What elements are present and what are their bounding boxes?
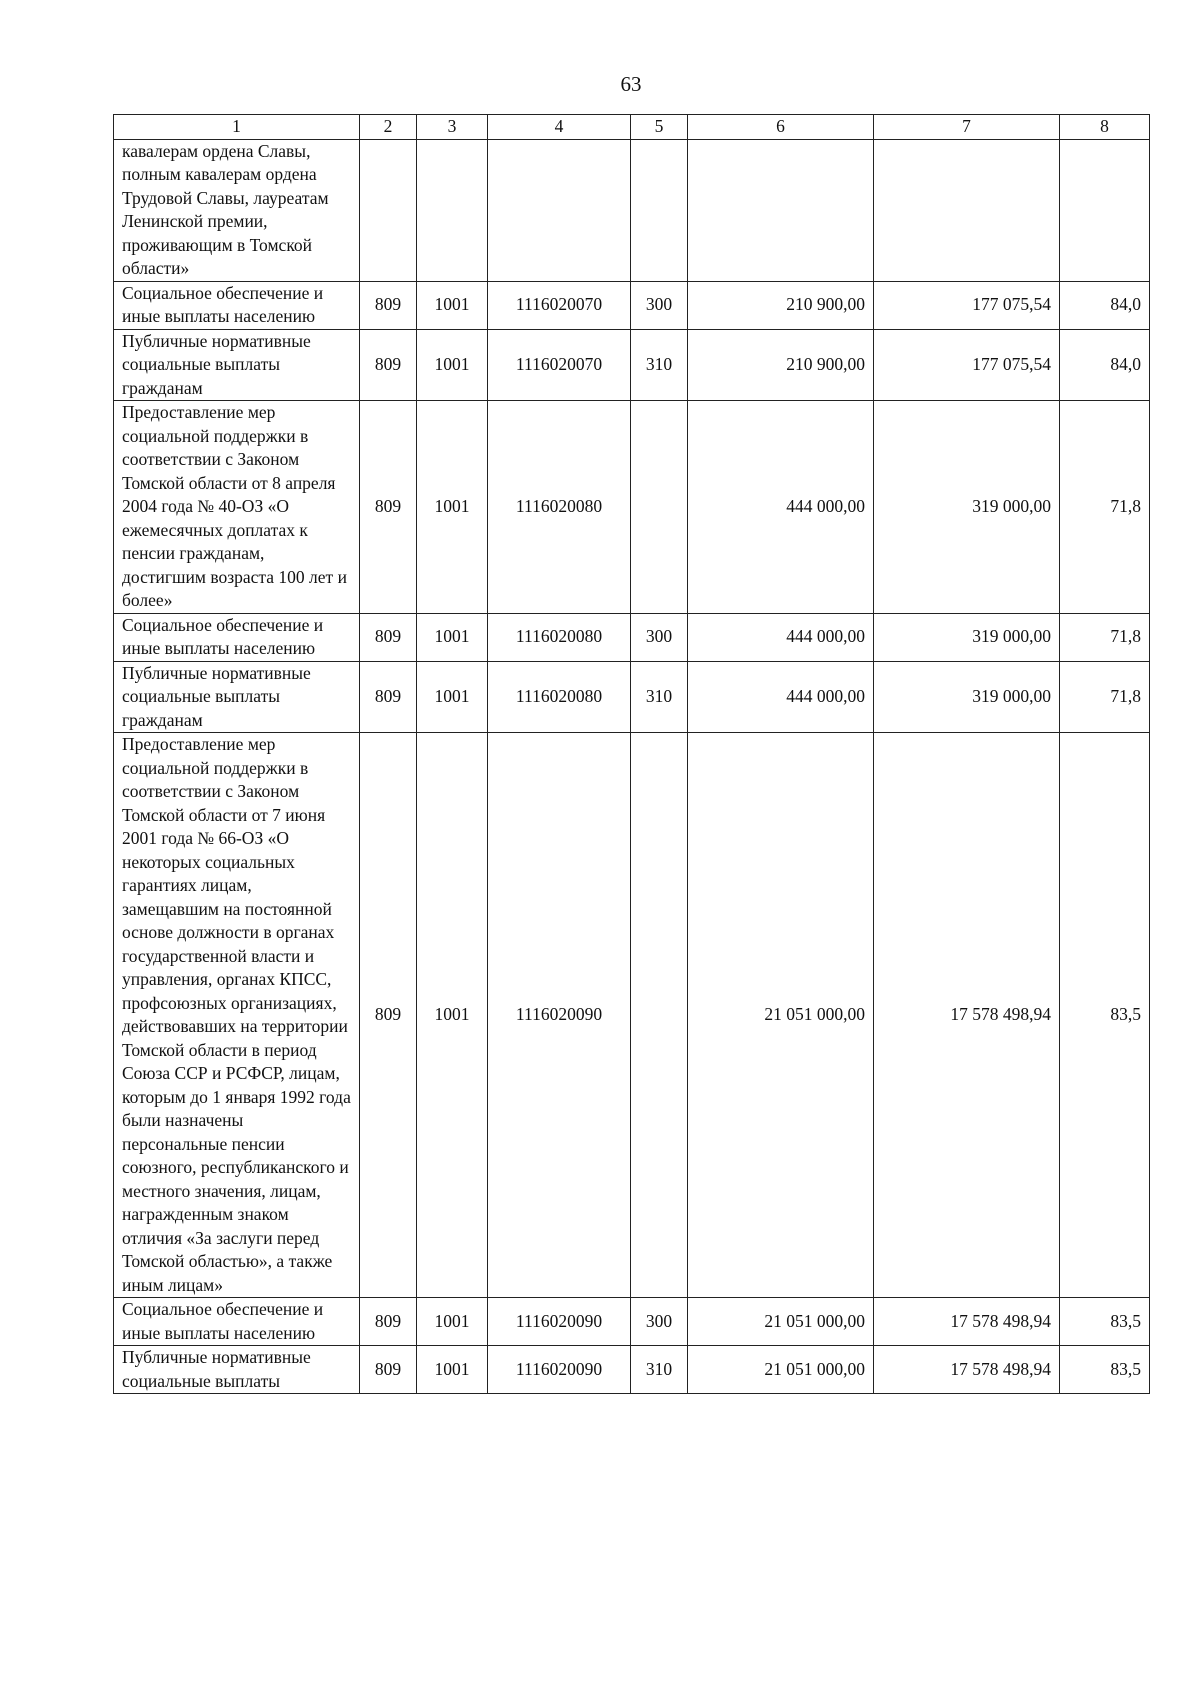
expense-type-cell — [631, 401, 688, 614]
section-code-cell: 1001 — [417, 1298, 488, 1346]
section-code-cell: 1001 — [417, 613, 488, 661]
planned-amount-cell: 21 051 000,00 — [688, 1346, 874, 1394]
section-code-cell: 1001 — [417, 329, 488, 401]
target-article-cell: 1116020070 — [488, 329, 631, 401]
item-name-cell: Предоставление мер социальной поддержки в соответствии с Законом Томской области от 8 апреля 2004 года № 40-ОЗ «О ежемесячных доплатах к пенсии гражданам, достигшим возраста 100 лет и более» — [114, 401, 360, 614]
item-name-cell: Публичные нормативные социальные выплаты — [114, 1346, 360, 1394]
executed-amount-cell: 319 000,00 — [874, 613, 1060, 661]
ministry-code-cell: 809 — [360, 401, 417, 614]
budget-table — [113, 114, 1150, 1394]
planned-amount-cell: 210 900,00 — [688, 329, 874, 401]
percent-cell: 71,8 — [1060, 401, 1150, 614]
item-name-cell: Предоставление мер социальной поддержки в соответствии с Законом Томской области от 7 июня 2001 года № 66-ОЗ «О некоторых социальных гарантиях лицам, замещавшим на постоянной основе должности в органах государственной власти и управления, органах КПСС, профсоюзных организациях, действовавших на территории Томской области в период Союза ССР и РСФСР, лицам, которым до 1 января 1992 года были назначены персональные пенсии союзного, республиканского и местного значения, лицам, награжденным знаком отличия «За заслуги перед Томской областью», а также иным лицам» — [114, 733, 360, 1298]
planned-amount-cell: 21 051 000,00 — [688, 1298, 874, 1346]
section-code-cell: 1001 — [417, 281, 488, 329]
executed-amount-cell: 177 075,54 — [874, 281, 1060, 329]
target-article-cell: 1116020090 — [488, 1346, 631, 1394]
ministry-code-cell: 809 — [360, 613, 417, 661]
planned-amount-cell: 444 000,00 — [688, 661, 874, 733]
executed-amount-cell: 177 075,54 — [874, 329, 1060, 401]
page-number: 63 — [620, 72, 642, 96]
percent-cell: 84,0 — [1060, 281, 1150, 329]
column-header: 2 — [360, 115, 417, 140]
executed-amount-cell: 17 578 498,94 — [874, 733, 1060, 1298]
column-header: 1 — [114, 115, 360, 140]
item-name-cell: Публичные нормативные социальные выплаты гражданам — [114, 329, 360, 401]
expense-type-cell: 300 — [631, 1298, 688, 1346]
item-name-cell: Социальное обеспечение и иные выплаты населению — [114, 613, 360, 661]
percent-cell: 83,5 — [1060, 1298, 1150, 1346]
executed-amount-cell: 17 578 498,94 — [874, 1346, 1060, 1394]
percent-cell: 83,5 — [1060, 1346, 1150, 1394]
planned-amount-cell: 444 000,00 — [688, 401, 874, 614]
percent-cell: 84,0 — [1060, 329, 1150, 401]
expense-type-cell: 300 — [631, 613, 688, 661]
target-article-cell: 1116020090 — [488, 733, 631, 1298]
table-row — [114, 401, 1150, 614]
column-header: 8 — [1060, 115, 1150, 140]
target-article-cell: 1116020080 — [488, 613, 631, 661]
planned-amount-cell: 210 900,00 — [688, 281, 874, 329]
ministry-code-cell: 809 — [360, 329, 417, 401]
column-header: 5 — [631, 115, 688, 140]
table-row — [114, 613, 1150, 661]
target-article-cell: 1116020070 — [488, 281, 631, 329]
executed-amount-cell — [874, 139, 1060, 281]
percent-cell: 71,8 — [1060, 613, 1150, 661]
planned-amount-cell: 21 051 000,00 — [688, 733, 874, 1298]
target-article-cell: 1116020090 — [488, 1298, 631, 1346]
executed-amount-cell: 17 578 498,94 — [874, 1298, 1060, 1346]
item-name-cell: кавалерам ордена Славы, полным кавалерам ордена Трудовой Славы, лауреатам Ленинской премии, проживающим в Томской области» — [114, 139, 360, 281]
item-name-cell: Социальное обеспечение и иные выплаты населению — [114, 281, 360, 329]
expense-type-cell: 310 — [631, 661, 688, 733]
percent-cell: 71,8 — [1060, 661, 1150, 733]
target-article-cell: 1116020080 — [488, 401, 631, 614]
executed-amount-cell: 319 000,00 — [874, 401, 1060, 614]
table-row — [114, 1346, 1150, 1394]
executed-amount-cell: 319 000,00 — [874, 661, 1060, 733]
expense-type-cell — [631, 733, 688, 1298]
item-name-cell: Социальное обеспечение и иные выплаты населению — [114, 1298, 360, 1346]
expense-type-cell: 310 — [631, 1346, 688, 1394]
expense-type-cell — [631, 139, 688, 281]
section-code-cell — [417, 139, 488, 281]
table-row — [114, 139, 1150, 281]
column-header: 3 — [417, 115, 488, 140]
section-code-cell: 1001 — [417, 1346, 488, 1394]
section-code-cell: 1001 — [417, 733, 488, 1298]
ministry-code-cell: 809 — [360, 661, 417, 733]
percent-cell: 83,5 — [1060, 733, 1150, 1298]
column-header: 7 — [874, 115, 1060, 140]
section-code-cell: 1001 — [417, 401, 488, 614]
column-header: 4 — [488, 115, 631, 140]
table-header-row — [114, 115, 1150, 140]
table-row — [114, 1298, 1150, 1346]
percent-cell — [1060, 139, 1150, 281]
planned-amount-cell: 444 000,00 — [688, 613, 874, 661]
ministry-code-cell: 809 — [360, 281, 417, 329]
ministry-code-cell: 809 — [360, 1298, 417, 1346]
ministry-code-cell — [360, 139, 417, 281]
table-row — [114, 661, 1150, 733]
column-header: 6 — [688, 115, 874, 140]
table-row — [114, 329, 1150, 401]
expense-type-cell: 300 — [631, 281, 688, 329]
target-article-cell: 1116020080 — [488, 661, 631, 733]
planned-amount-cell — [688, 139, 874, 281]
item-name-cell: Публичные нормативные социальные выплаты гражданам — [114, 661, 360, 733]
section-code-cell: 1001 — [417, 661, 488, 733]
ministry-code-cell: 809 — [360, 733, 417, 1298]
target-article-cell — [488, 139, 631, 281]
table-row — [114, 733, 1150, 1298]
table-row — [114, 281, 1150, 329]
ministry-code-cell: 809 — [360, 1346, 417, 1394]
expense-type-cell: 310 — [631, 329, 688, 401]
